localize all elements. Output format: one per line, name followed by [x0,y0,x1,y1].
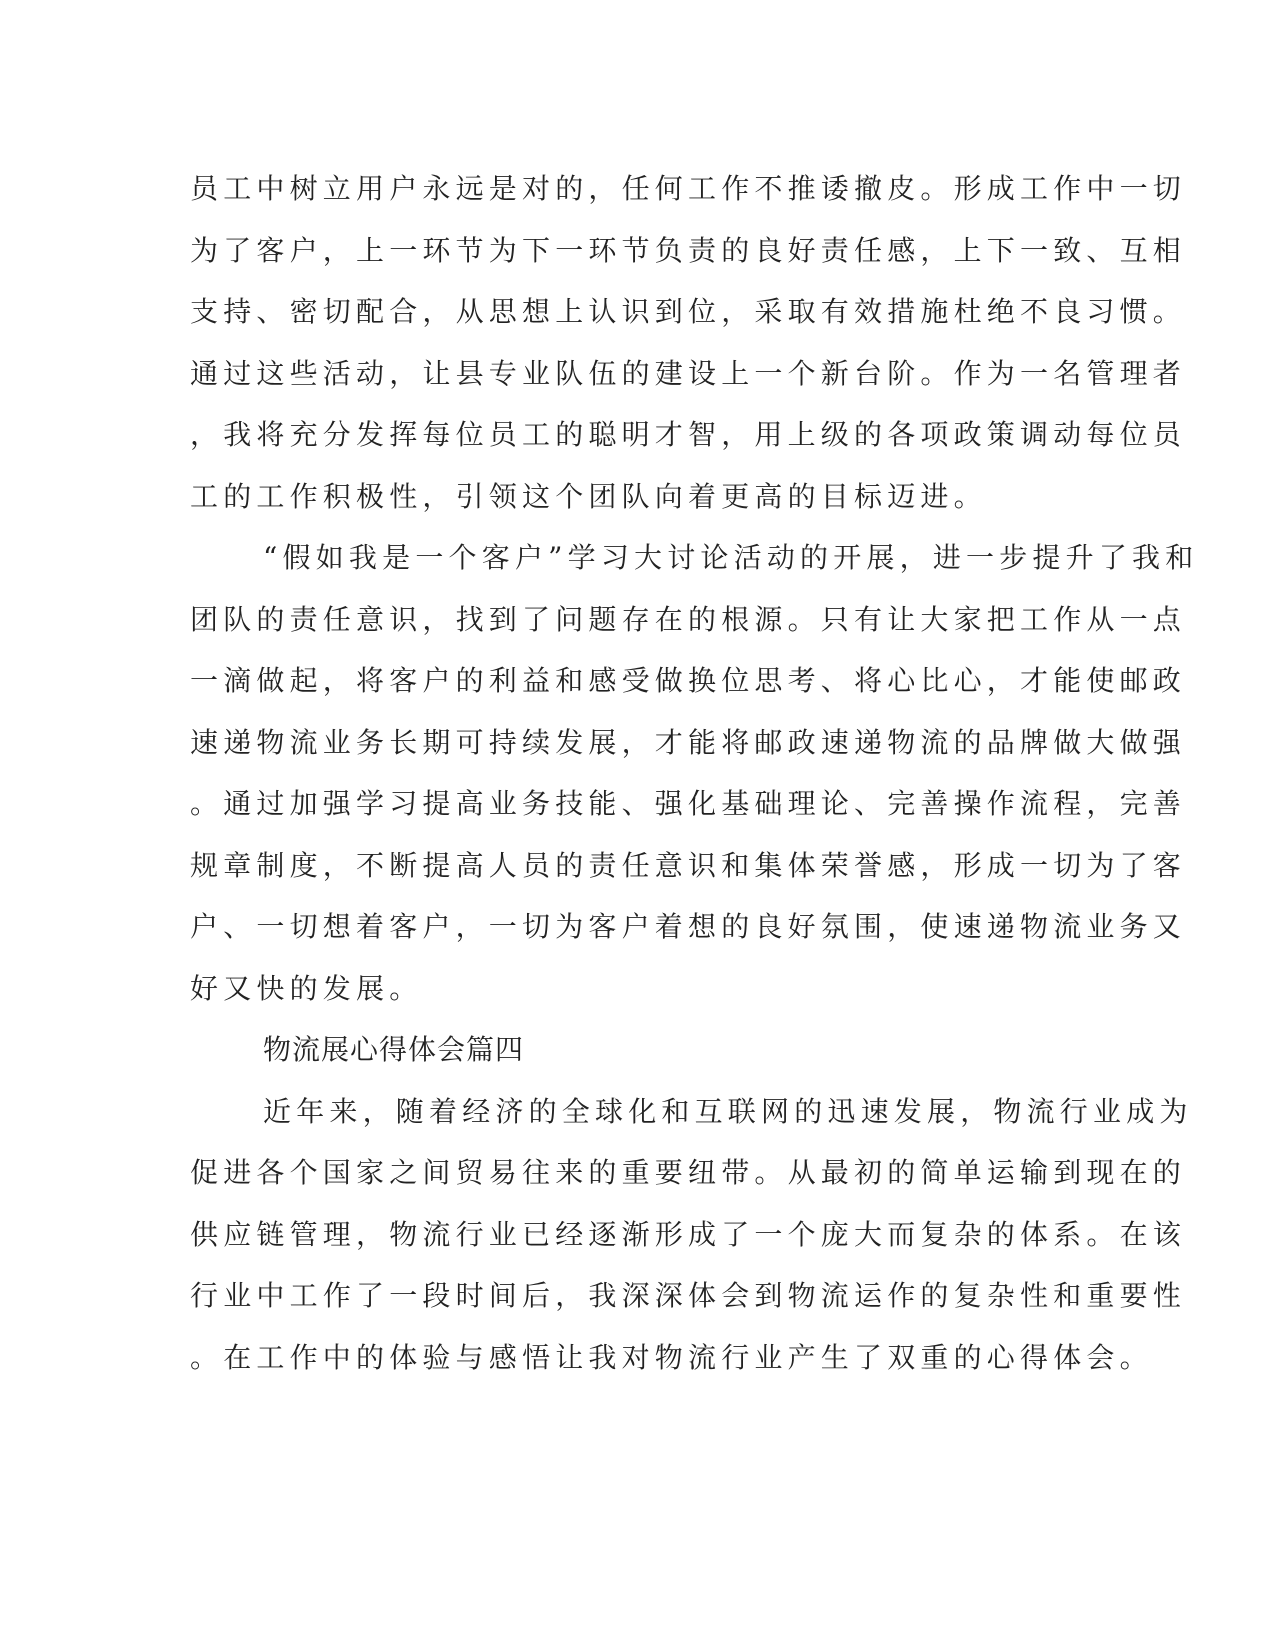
text-line: 团队的责任意识，找到了问题存在的根源。只有让大家把工作从一点 [190,602,1187,636]
text-line: 工的工作积极性，引领这个团队向着更高的目标迈进。 [190,479,987,513]
text-line: 为了客户，上一环节为下一环节负责的良好责任感，上下一致、互相 [190,233,1187,267]
text-line: 行业中工作了一段时间后，我深深体会到物流运作的复杂性和重要性 [190,1279,1187,1312]
text-line: 。通过加强学习提高业务技能、强化基础理论、完善操作流程，完善 [190,787,1187,820]
text-line: 。在工作中的体验与感悟让我对物流行业产生了双重的心得体会。 [190,1340,1153,1374]
text-line: 支持、密切配合，从思想上认识到位，采取有效措施杜绝不良习惯。 [190,295,1187,328]
text-line: 速递物流业务长期可持续发展，才能将邮政速递物流的品牌做大做强 [190,725,1187,759]
text-line: 一滴做起，将客户的利益和感受做换位思考、将心比心，才能使邮政 [190,664,1187,697]
section-heading: 物流展心得体会篇四 [263,1033,525,1066]
text-line: 规章制度，不断提高人员的责任意识和集体荣誉感，形成一切为了客 [190,848,1187,882]
text-line: 好又快的发展。 [190,971,423,1005]
text-line: 通过这些活动，让县专业队伍的建设上一个新台阶。作为一名管理者 [190,356,1187,390]
text-line: 户、一切想着客户，一切为客户着想的良好氛围，使速递物流业务又 [190,910,1187,943]
text-line: 促进各个国家之间贸易往来的重要纽带。从最初的简单运输到现在的 [190,1156,1187,1189]
paragraph-first-line: 近年来，随着经济的全球化和互联网的迅速发展，物流行业成为 [263,1094,1193,1128]
paragraph-first-line: “假如我是一个客户”学习大讨论活动的开展，进一步提升了我和 [263,541,1199,574]
text-line: 供应链管理，物流行业已经逐渐形成了一个庞大而复杂的体系。在该 [190,1217,1187,1251]
text-line: 员工中树立用户永远是对的，任何工作不推诿撤皮。形成工作中一切 [190,172,1187,205]
text-line: ，我将充分发挥每位员工的聪明才智，用上级的各项政策调动每位员 [190,418,1187,451]
document-body [190,158,1199,1388]
